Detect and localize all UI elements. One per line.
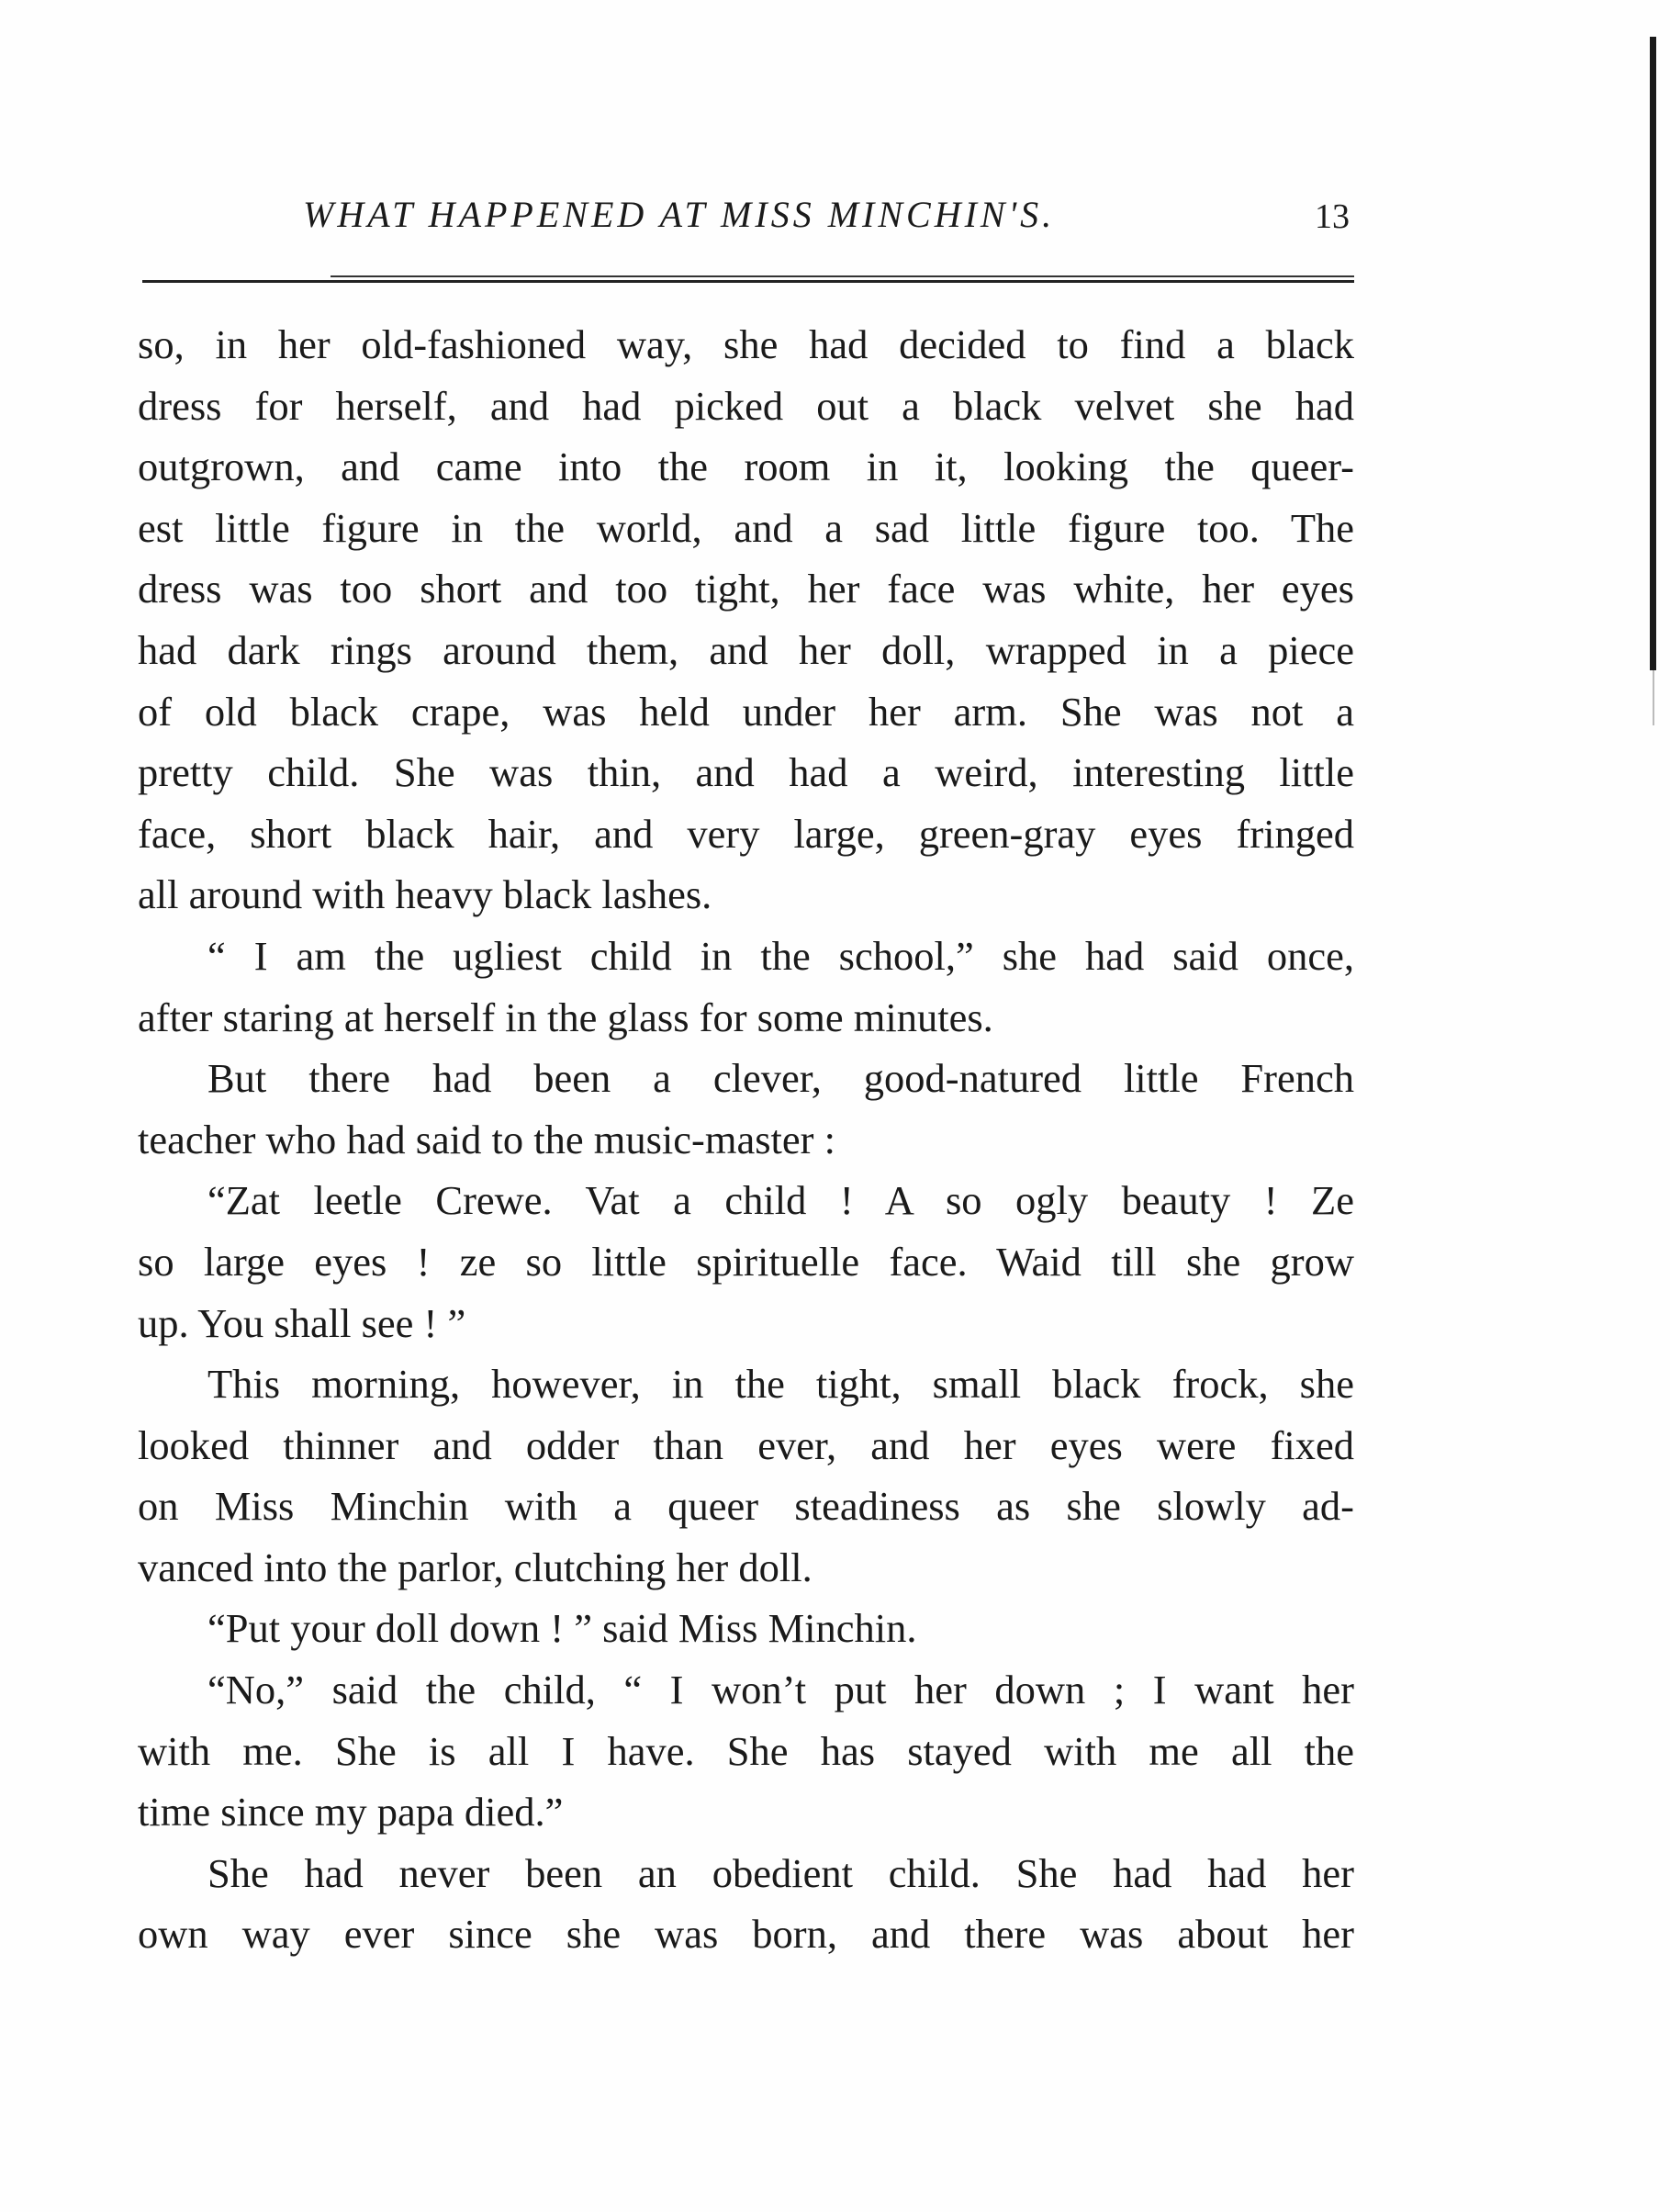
text-line: But there had been a clever, good-natured little French <box>207 1055 1354 1102</box>
text-line: vanced into the parlor, clutching her doll. <box>138 1544 813 1590</box>
body-text <box>138 314 1354 1965</box>
page-edge-shadow <box>1650 37 1656 670</box>
text-line: est little figure in the world, and a sad little figure too. The <box>138 504 1354 551</box>
text-line: all around with heavy black lashes. <box>138 871 712 918</box>
page-number: 13 <box>1315 197 1350 236</box>
text-line: time since my papa died.” <box>138 1789 564 1836</box>
text-line: so, in her old-fashioned way, she had decided to find a black <box>138 321 1354 367</box>
text-line: pretty child. She was thin, and had a weird, interesting little <box>138 749 1354 796</box>
text-line: teacher who had said to the music-master : <box>138 1116 835 1162</box>
text-line: after staring at herself in the glass for some minutes. <box>138 994 993 1040</box>
text-line: This morning, however, in the tight, small black frock, she <box>207 1361 1354 1408</box>
running-title: WHAT HAPPENED AT MISS MINCHIN'S. <box>303 194 1056 235</box>
text-line: “No,” said the child, “ I won’t put her down ; I want her <box>207 1667 1354 1713</box>
text-line: up. You shall see ! ” <box>138 1299 466 1346</box>
text-line: so large eyes ! ze so little spirituelle face. Waid till she grow <box>138 1238 1354 1285</box>
text-line: She had never been an obedient child. She had had her <box>207 1849 1354 1896</box>
text-line: dress was too short and too tight, her face was white, her eyes <box>138 566 1354 612</box>
text-line: had dark rings around them, and her doll, wrapped in a piece <box>138 626 1354 673</box>
text-line: face, short black hair, and very large, green-gray eyes fringed <box>138 810 1354 857</box>
text-line: on Miss Minchin with a queer steadiness as she slowly ad- <box>138 1483 1354 1530</box>
text-line: own way ever since she was born, and there was about her <box>138 1911 1354 1958</box>
header-rule-thin <box>331 275 1354 277</box>
text-line: of old black crape, was held under her arm. She was not a <box>138 688 1354 735</box>
text-line: looked thinner and odder than ever, and her eyes were fixed <box>138 1421 1354 1468</box>
header-rule <box>142 280 1354 283</box>
page-edge-shadow-thin <box>1653 670 1654 725</box>
text-line: “Put your doll down ! ” said Miss Minchin. <box>207 1605 917 1652</box>
running-header <box>138 193 1350 248</box>
text-line: dress for herself, and had picked out a black velvet she had <box>138 382 1354 429</box>
text-line: “Zat leetle Crewe. Vat a child ! A so ogly beauty ! Ze <box>207 1177 1354 1224</box>
text-line: outgrown, and came into the room in it, looking the queer- <box>138 444 1354 490</box>
text-line: “ I am the ugliest child in the school,” she had said once, <box>207 932 1354 979</box>
text-line: with me. She is all I have. She has stayed with me all the <box>138 1727 1354 1774</box>
